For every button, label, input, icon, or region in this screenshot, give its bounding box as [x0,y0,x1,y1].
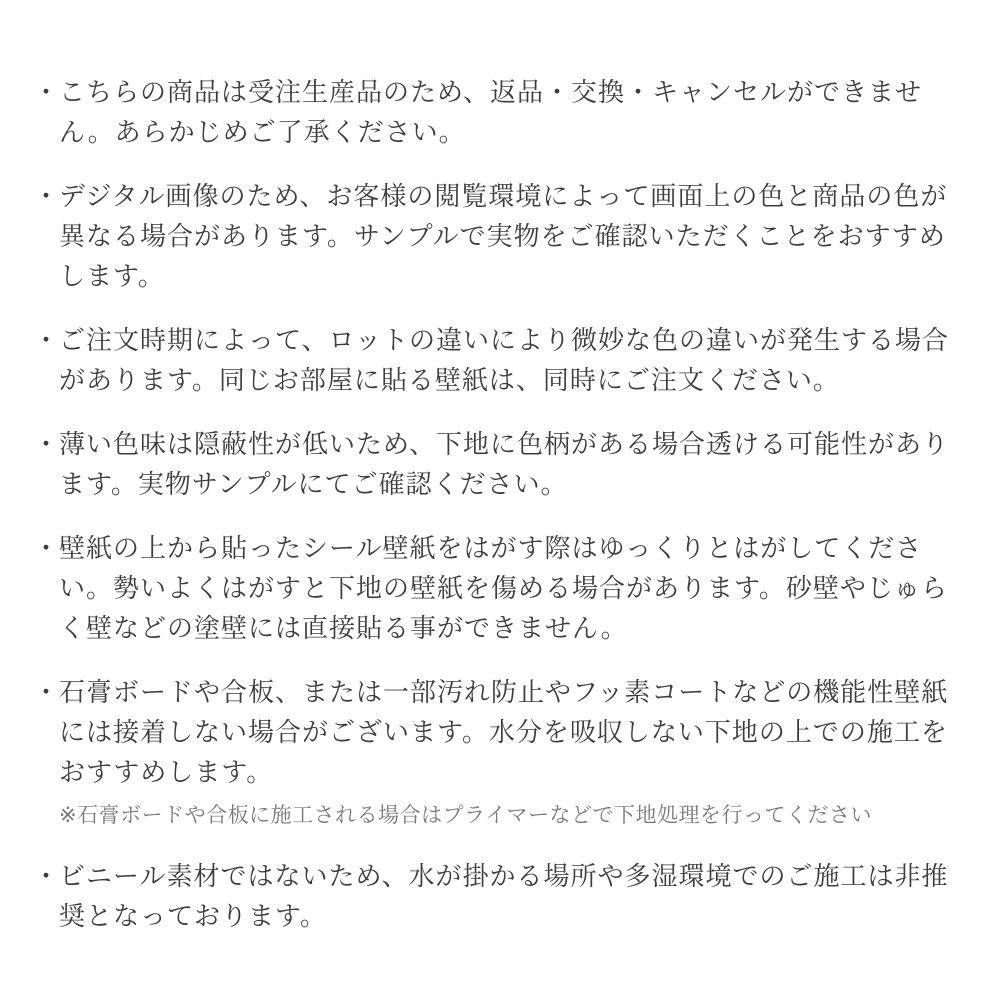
notice-text: ビニール素材ではないため、水が掛かる場所や多湿環境でのご施工は非推奨となっております。 [59,861,949,931]
notice-item [33,856,972,936]
notice-item [33,528,972,648]
notice-text: 薄い色味は隠蔽性が低いため、下地に色柄がある場合透ける可能性があります。実物サンプルにてご確認ください。 [59,429,949,499]
bullet-marker: ・ [33,861,60,891]
bullet-marker: ・ [33,77,60,107]
bullet-marker: ・ [33,429,60,459]
notice-body [59,424,972,504]
notice-item [33,672,972,832]
notice-text: デジタル画像のため、お客様の閲覧環境によって画面上の色と商品の色が異なる場合があります。サンプルで実物をご確認いただくことをおすすめします。 [59,181,948,291]
notice-item [33,72,972,152]
notice-text: こちらの商品は受注生産品のため、返品・交換・キャンセルができません。あらかじめご了承ください。 [59,77,922,147]
notice-item [33,320,972,400]
notice-body [59,528,972,648]
bullet-marker: ・ [33,181,60,211]
notice-text: 壁紙の上から貼ったシール壁紙をはがす際はゆっくりとはがしてください。勢いよくはがすと下地の壁紙を傷める場合があります。砂壁やじゅらく壁などの塗壁には直接貼る事ができません。 [59,533,948,643]
notice-item [33,424,972,504]
bullet-marker: ・ [33,677,60,707]
notice-body [59,320,972,400]
notice-text: ご注文時期によって、ロットの違いにより微妙な色の違いが発生する場合があります。同じお部屋に貼る壁紙は、同時にご注文ください。 [59,325,949,395]
bullet-marker: ・ [33,533,60,563]
bullet-marker: ・ [33,325,60,355]
notice-footnote: ※石膏ボードや合板に施工される場合はプライマーなどで下地処理を行ってください [59,804,872,827]
notice-body [59,856,972,936]
notice-body [59,176,972,296]
notice-body [59,672,972,832]
notice-text: 石膏ボードや合板、または一部汚れ防止やフッ素コートなどの機能性壁紙には接着しない場合がございます。水分を吸収しない下地の上での施工をおすすめします。 [59,677,949,787]
notice-body [59,72,972,152]
notice-item [33,176,972,296]
